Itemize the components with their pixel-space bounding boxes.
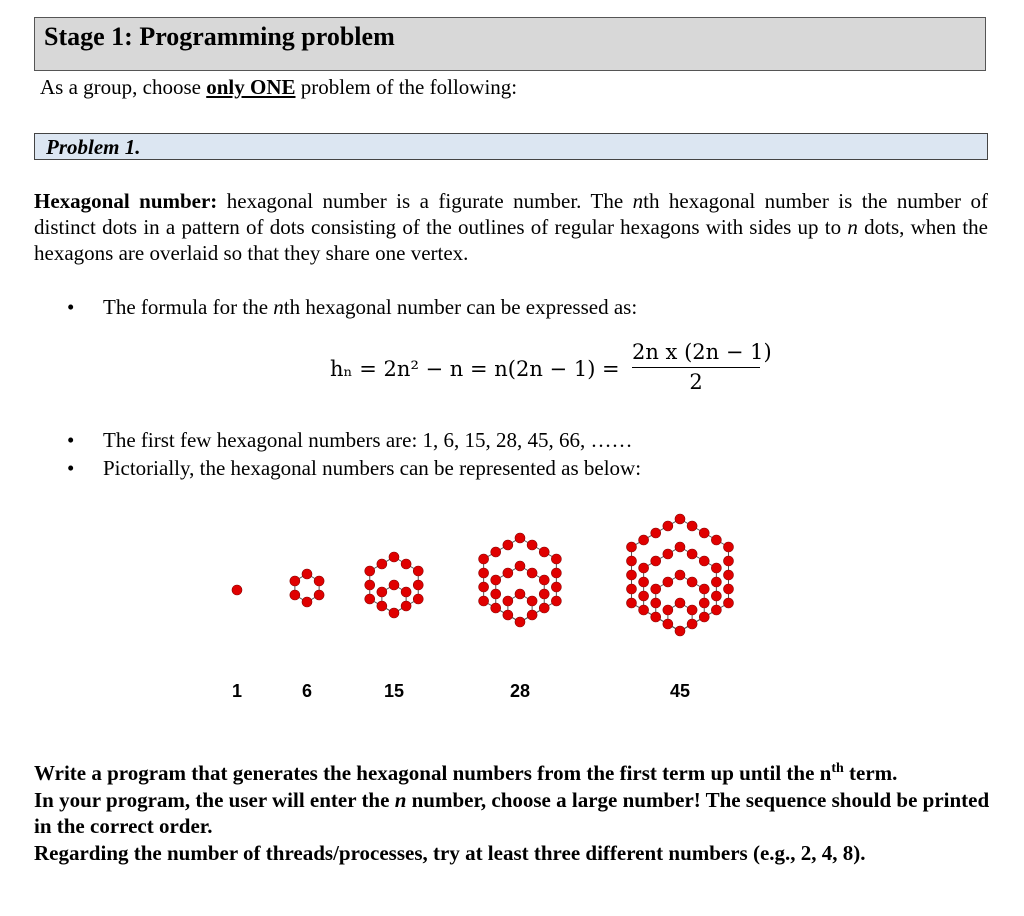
figure-label: 1 (231, 681, 243, 701)
bullet-text: Pictorially, the hexagonal numbers can be represented as below: (103, 456, 642, 480)
hex-dot (539, 603, 549, 613)
hex-dot (314, 576, 324, 586)
task-line2-n: n (394, 787, 407, 812)
hexagonal-number-figure (200, 500, 780, 670)
hex-dot (365, 594, 375, 604)
formula-numerator: 2n x (2n − 1) (632, 340, 760, 368)
hex-dot (699, 528, 709, 538)
hex-dot (527, 540, 537, 550)
hex-dot (723, 598, 733, 608)
description-n2: n (847, 215, 858, 239)
task-line1-sup: th (831, 761, 844, 776)
hex-dot (651, 598, 661, 608)
task-line-1 (34, 760, 994, 787)
hex-figure (479, 533, 562, 627)
hex-dot (491, 589, 501, 599)
task-line1-pre: Write a program that generates the hexagonal numbers from the first term up until the n (34, 761, 832, 785)
hex-dot (413, 580, 423, 590)
hex-dot (651, 584, 661, 594)
hex-dot (290, 576, 300, 586)
bullet-text: The first few hexagonal numbers are: 1, 6, 15, 28, 45, 66, …… (103, 428, 633, 452)
hex-dot (479, 568, 489, 578)
hex-dot (687, 605, 697, 615)
intro-line (40, 75, 517, 100)
hex-dot (711, 605, 721, 615)
description-n1: n (632, 189, 644, 213)
formula-denominator: 2 (689, 370, 703, 394)
task-line-2 (34, 787, 994, 840)
hex-figure (290, 569, 324, 607)
hex-dot (515, 533, 525, 543)
task-instructions (34, 760, 994, 866)
hex-dot (302, 569, 312, 579)
problem-label: Problem 1. (46, 135, 141, 159)
intro-prefix: As a group, choose (40, 75, 201, 99)
hex-dot (551, 596, 561, 606)
hex-dot (711, 577, 721, 587)
hex-dot (675, 570, 685, 580)
hex-dot (401, 559, 411, 569)
hex-dot (377, 559, 387, 569)
hex-dot (687, 619, 697, 629)
hex-dot (401, 601, 411, 611)
hex-dot (675, 626, 685, 636)
hex-dot (675, 514, 685, 524)
hex-dot (663, 549, 673, 559)
hex-dot (290, 590, 300, 600)
hex-dot (663, 577, 673, 587)
hex-dot (639, 591, 649, 601)
stage-header (34, 17, 986, 71)
hex-dot (723, 584, 733, 594)
hex-dot (551, 568, 561, 578)
hex-dot (699, 598, 709, 608)
hex-dot (503, 610, 513, 620)
hex-dot (491, 575, 501, 585)
hex-dot (627, 570, 637, 580)
hex-dot (479, 582, 489, 592)
hex-dot (389, 580, 399, 590)
hex-dot (377, 601, 387, 611)
hex-dot (699, 612, 709, 622)
hex-dot (389, 608, 399, 618)
hex-dot (302, 597, 312, 607)
bullet1-n: n (273, 295, 284, 319)
intro-emphasis: only ONE (206, 75, 296, 99)
description-part3: dots, when the hexagons are overlaid so that they share one vertex. (34, 215, 989, 265)
task-line-3: Regarding the number of threads/processes, try at least three different numbers (e.g., 2, 4, 8). (34, 840, 866, 865)
hex-dot (711, 591, 721, 601)
bullet-dot: • (67, 295, 75, 319)
figure-label: 28 (509, 681, 531, 701)
hex-dot (413, 594, 423, 604)
hex-dot (515, 589, 525, 599)
hex-dot (479, 554, 489, 564)
hex-dot (663, 619, 673, 629)
hex-dot (515, 617, 525, 627)
hex-dot (627, 542, 637, 552)
hex-dot (639, 563, 649, 573)
hex-dot (515, 561, 525, 571)
bullet-text (103, 295, 637, 320)
figure-label: 45 (669, 681, 691, 701)
hex-dot (551, 554, 561, 564)
hex-dot (627, 556, 637, 566)
hex-dot (675, 542, 685, 552)
hex-dot (663, 605, 673, 615)
hex-dot (539, 547, 549, 557)
formula-lhs: hₙ = 2n² − n = n(2n − 1) = (330, 357, 620, 381)
problem-header (34, 133, 988, 160)
hex-dot (627, 584, 637, 594)
hex-dot (413, 566, 423, 576)
formula-fraction (632, 340, 772, 394)
hex-dot (539, 589, 549, 599)
hex-dot (527, 596, 537, 606)
hex-dot (699, 584, 709, 594)
hex-dot (675, 598, 685, 608)
figure-label: 15 (383, 681, 405, 701)
hex-dot (723, 570, 733, 580)
hex-dot (401, 587, 411, 597)
hex-dot (723, 542, 733, 552)
hex-dot (527, 610, 537, 620)
hex-figure (232, 585, 242, 595)
description-part2: th hexagonal number is the number of distinct dots in a pattern of dots consisting of the outlines of regular hexagons with sides up to (34, 189, 988, 239)
bullet-dot: • (67, 428, 75, 452)
hex-dot (639, 535, 649, 545)
hex-dot (687, 521, 697, 531)
description-paragraph (34, 188, 988, 266)
hex-dot (503, 568, 513, 578)
hex-dot (687, 577, 697, 587)
hex-dot (377, 587, 387, 597)
task-line2-pre: In your program, the user will enter the (34, 787, 395, 812)
hex-dot (627, 598, 637, 608)
hex-figure (627, 514, 734, 636)
bullet1-post: th hexagonal number can be expressed as: (283, 295, 638, 319)
hex-dot (491, 547, 501, 557)
hex-dot (491, 603, 501, 613)
hex-dot (479, 596, 489, 606)
bullet-dot: • (67, 456, 75, 480)
hex-dot (503, 540, 513, 550)
figure-label: 6 (301, 681, 313, 701)
description-part1: hexagonal number is a figurate number. The (226, 189, 624, 213)
stage-title: Stage 1: Programming problem (44, 22, 395, 51)
hex-dot (651, 528, 661, 538)
hex-dot (539, 575, 549, 585)
intro-suffix: problem of the following: (300, 75, 518, 99)
hex-figure (365, 552, 423, 618)
task-line2-post: number, choose a large number! The sequence should be printed in the correct order. (34, 787, 990, 838)
hex-dot (314, 590, 324, 600)
hex-dot (389, 552, 399, 562)
hex-dot (723, 556, 733, 566)
hex-dot (711, 535, 721, 545)
hex-dot (527, 568, 537, 578)
hex-dot (365, 566, 375, 576)
bullet1-pre: The formula for the (103, 295, 269, 319)
description-term: Hexagonal number: (34, 189, 218, 213)
hex-dot (639, 605, 649, 615)
hex-dot (651, 556, 661, 566)
hex-dot (551, 582, 561, 592)
hex-dot (711, 563, 721, 573)
hex-dot (365, 580, 375, 590)
hex-dot (651, 612, 661, 622)
hex-dot (663, 521, 673, 531)
hex-dot (639, 577, 649, 587)
hex-dot (232, 585, 242, 595)
hex-dot (503, 596, 513, 606)
hex-dot (699, 556, 709, 566)
hexagonal-formula (330, 340, 780, 410)
task-line1-post: term. (843, 761, 898, 785)
hex-dot (687, 549, 697, 559)
